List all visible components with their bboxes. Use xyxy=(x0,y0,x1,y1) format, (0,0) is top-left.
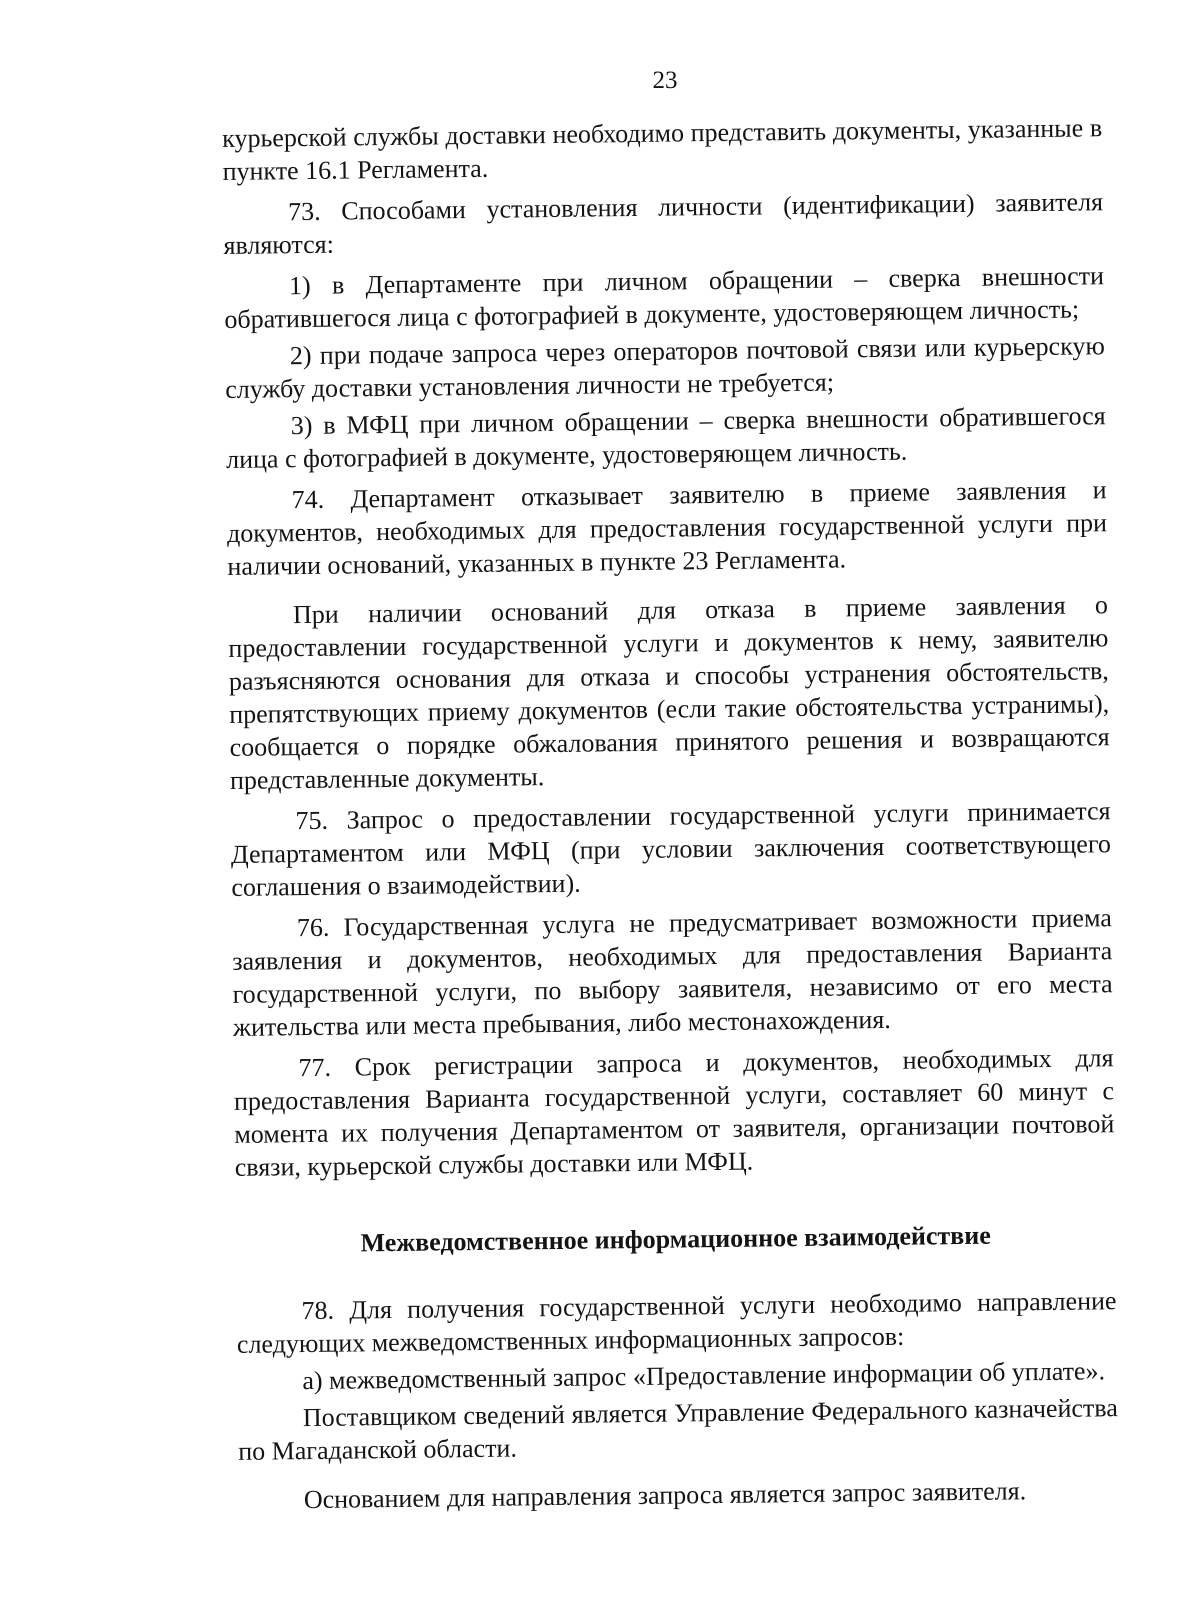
paragraph-basis: Основанием для направления запроса является запрос заявителя. xyxy=(303,1476,1027,1515)
paragraph-78: 78. Для получения государственной услуги необходимо направление следующих межведомственных информационных запросов: xyxy=(236,1286,1117,1359)
paragraph-74: 74. Департамент отказывает заявителю в приеме заявления и документов, необходимых для предоставления государственной услуги при наличии оснований, указанных в пункте 23 Регламента. xyxy=(226,475,1108,581)
section-heading: Межведомственное информационное взаимодействие xyxy=(360,1220,991,1258)
list-item-73-2: 2) при подаче запроса через операторов почтовой связи или курьерскую службу доставки установления личности не требуется; xyxy=(225,331,1105,404)
paragraph-74-refusal: При наличии оснований для отказа в приеме заявления о предоставлении государственной услуги и документов к нему, заявителю разъясняются основания для отказа и способы устранения обстоятельств, препятствующих приему документов (если такие обстоятельства устранимы), сообщается о порядке обжалования принятого решения и возвращаются представленные документы. xyxy=(228,590,1110,795)
page-number: 23 xyxy=(652,67,678,94)
paragraph-continuation: курьерской службы доставки необходимо представить документы, указанные в пункте 16.1 Регламента. xyxy=(222,113,1103,186)
paragraph-77: 77. Срок регистрации запроса и документов, необходимых для предоставления Варианта государственной услуги, составляет 60 минут с момента их получения Департаментом от заявителя, организации почтовой связи, курьерской службы доставки или МФЦ. xyxy=(233,1043,1115,1182)
paragraph-supplier: Поставщиком сведений является Управление Федерального казначейства по Магаданской области. xyxy=(238,1393,1118,1466)
document-body xyxy=(222,111,1119,1517)
list-item-73-1: 1) в Департаменте при личном обращении – сверка внешности обратившегося лица с фотографией в документе, удостоверяющем личность; xyxy=(224,261,1105,334)
list-item-78-a: а) межведомственный запрос «Предоставление информации об уплате». xyxy=(302,1356,1106,1396)
paragraph-75: 75. Запрос о предоставлении государственной услуги принимается Департаментом или МФЦ (при условии заключения соответствующего соглашения о взаимодействии). xyxy=(230,796,1112,902)
paragraph-76: 76. Государственная услуга не предусматривает возможности приема заявления и документов, необходимых для предоставления Варианта государственной услуги, по выбору заявителя, независимо от его места жительства или места пребывания, либо местонахождения. xyxy=(232,903,1113,1042)
list-item-73-3: 3) в МФЦ при личном обращении – сверка внешности обратившегося лица с фотографией в документе, удостоверяющем личность. xyxy=(225,401,1106,474)
paragraph-73: 73. Способами установления личности (идентификации) заявителя являются: xyxy=(223,187,1104,260)
